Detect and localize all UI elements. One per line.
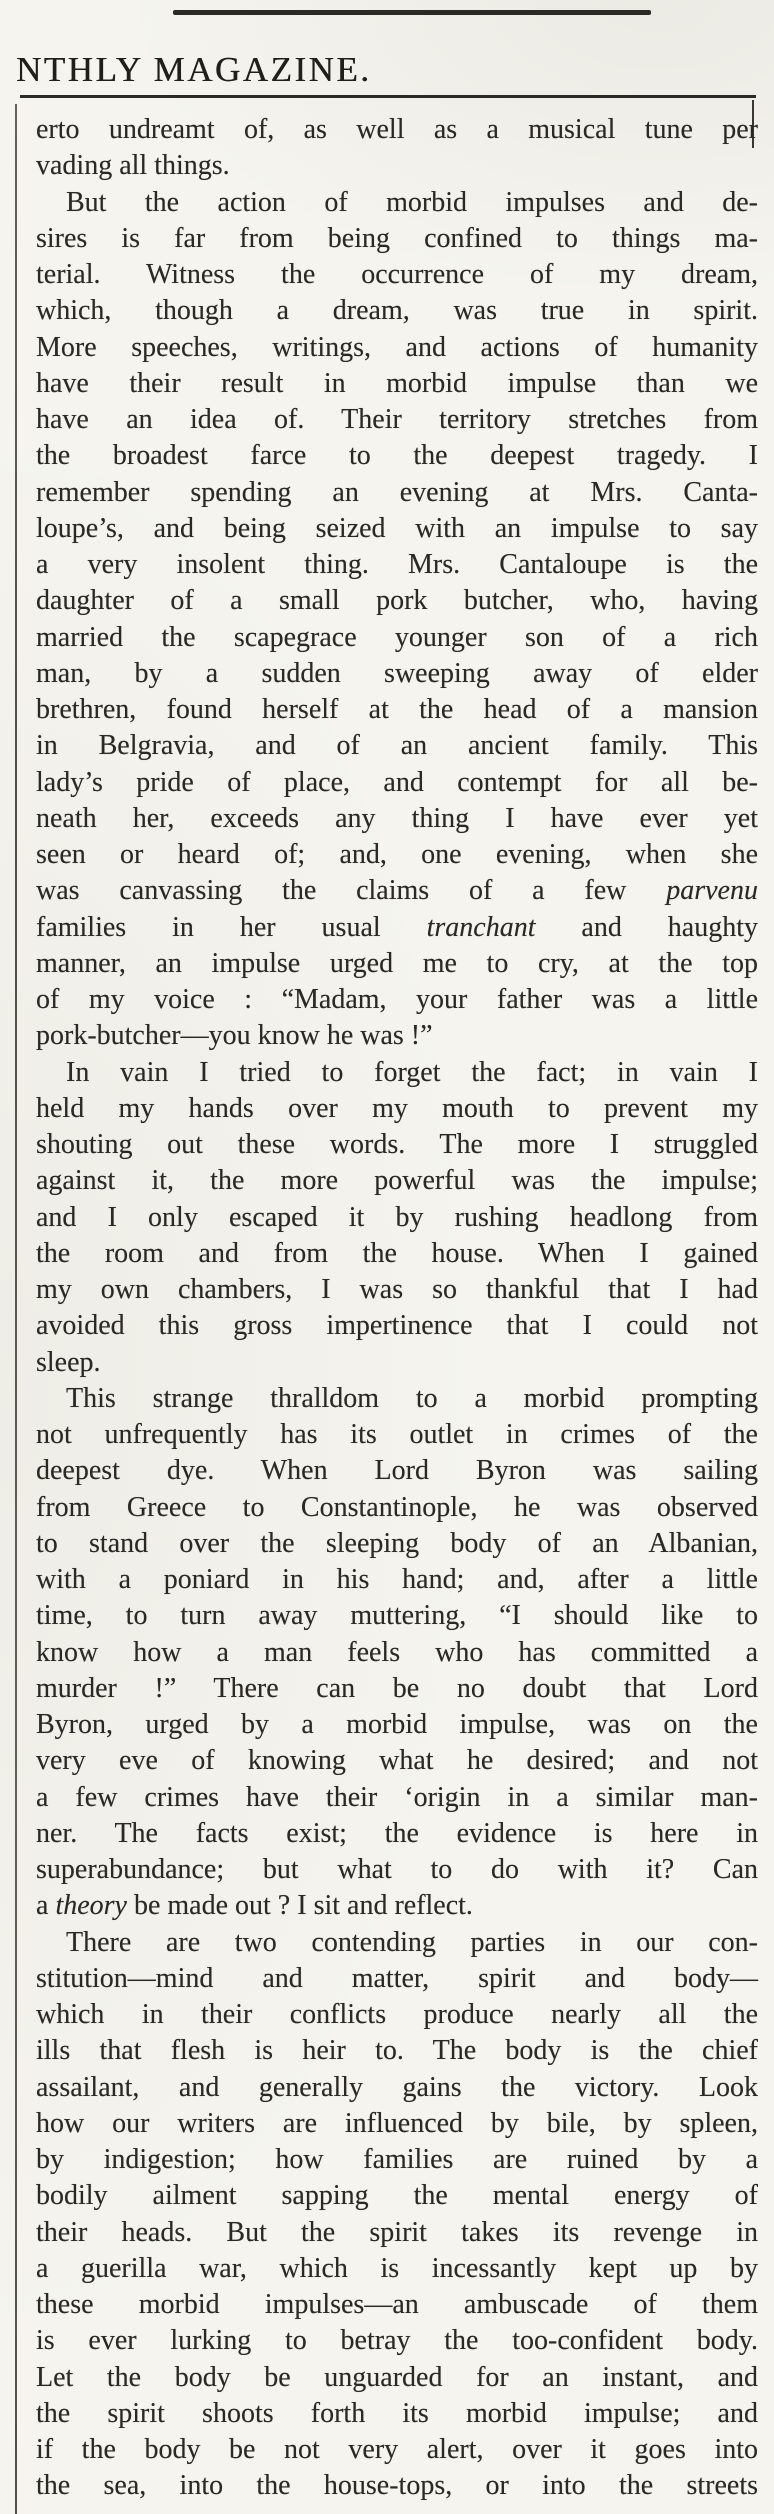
text-line: the sea, into the house-tops, or into the streets xyxy=(36,2470,758,2502)
text-line: avoided this gross impertinence that I could not xyxy=(36,1310,758,1342)
masthead-rule xyxy=(20,95,756,98)
text-line: ills that flesh is heir to. The body is the chief xyxy=(36,2035,758,2067)
article-body xyxy=(36,112,758,2505)
text-line: sleep. xyxy=(36,1346,101,1378)
text-line: with a poniard in his hand; and, after a little xyxy=(36,1564,758,1595)
text-line: ner. The facts exist; the evidence is here in xyxy=(36,1817,758,1849)
text-line: have their result in morbid impulse than we xyxy=(36,367,758,399)
text-line: vading all things. xyxy=(36,150,230,182)
text-line: assailant, and generally gains the victory. Look xyxy=(36,2071,758,2103)
text-line: a very insolent thing. Mrs. Cantaloupe is the xyxy=(36,549,758,580)
text-line: remember spending an evening at Mrs. Canta- xyxy=(36,476,758,508)
text-line: which in their conflicts produce nearly all the xyxy=(36,1999,758,2030)
text-line: daughter of a small pork butcher, who, having xyxy=(36,585,758,617)
text-line: their heads. But the spirit takes its revenge in xyxy=(36,2216,758,2248)
text-line: know how a man feels who has committed a xyxy=(36,1636,758,1668)
text-line: how our writers are influenced by bile, by spleen, xyxy=(36,2107,758,2139)
left-column-rule xyxy=(15,104,17,2514)
text-line: loupe’s, and being seized with an impulse to say xyxy=(36,512,758,544)
text-line: my own chambers, I was so thankful that I had xyxy=(36,1274,758,1305)
text-line: which, though a dream, was true in spirit. xyxy=(36,295,758,327)
paragraph xyxy=(36,185,758,1055)
text-line: In vain I tried to forget the fact; in vain I xyxy=(66,1056,758,1088)
top-partial-rule xyxy=(173,10,651,15)
text-line: lady’s pride of place, and contempt for all be- xyxy=(36,766,758,798)
text-line: But the action of morbid impulses and de- xyxy=(66,186,758,218)
text-line: Let the body be unguarded for an instant, and xyxy=(36,2361,758,2393)
text-line: terial. Witness the occurrence of my dream, xyxy=(36,259,758,290)
text-line: man, by a sudden sweeping away of elder xyxy=(36,657,758,689)
text-line: was canvassing the claims of a few parvenu xyxy=(36,875,758,907)
text-line: murder !” There can be no doubt that Lord xyxy=(36,1672,758,1704)
text-line: married the scapegrace younger son of a rich xyxy=(36,621,758,653)
text-line: very eve of knowing what he desired; and not xyxy=(36,1745,758,1777)
text-line: time, to turn away muttering, “I should like to xyxy=(36,1600,758,1632)
text-line: families in her usual tranchant and haughty xyxy=(36,911,758,943)
paragraph xyxy=(36,1381,758,1925)
text-line: the broadest farce to the deepest tragedy. I xyxy=(36,440,758,472)
text-line: There are two contending parties in our con- xyxy=(66,1926,758,1958)
text-line: Byron, urged by a morbid impulse, was on the xyxy=(36,1709,758,1740)
text-line: and I only escaped it by rushing headlong from xyxy=(36,1201,758,1233)
text-line: deepest dye. When Lord Byron was sailing xyxy=(36,1455,758,1487)
text-line: is ever lurking to betray the too-confident body. xyxy=(36,2325,758,2357)
text-line: of my voice : “Madam, your father was a little xyxy=(36,984,758,1015)
paragraph xyxy=(36,112,758,185)
text-line: This strange thralldom to a morbid prompting xyxy=(66,1382,758,1414)
paragraph xyxy=(36,1925,758,2505)
text-line: a few crimes have their ‘origin in a similar man- xyxy=(36,1781,758,1813)
masthead-title: NTHLY MAGAZINE. xyxy=(16,50,372,89)
text-line: bodily ailment sapping the mental energy of xyxy=(36,2180,758,2212)
text-line: not unfrequently has its outlet in crimes of the xyxy=(36,1419,758,1450)
text-line: sires is far from being confined to things ma- xyxy=(36,222,758,254)
text-line: seen or heard of; and, one evening, when she xyxy=(36,839,758,870)
text-line: held my hands over my mouth to prevent my xyxy=(36,1092,758,1124)
text-line: shouting out these words. The more I struggled xyxy=(36,1129,758,1160)
text-line: have an idea of. Their territory stretches from xyxy=(36,404,758,435)
text-line: a theory be made out ? I sit and reflect. xyxy=(36,1890,473,1922)
text-line: by indigestion; how families are ruined by a xyxy=(36,2144,758,2175)
text-line: superabundance; but what to do with it? Can xyxy=(36,1854,758,1885)
text-line: if the body be not very alert, over it goes into xyxy=(36,2434,758,2465)
text-line: neath her, exceeds any thing I have ever yet xyxy=(36,802,758,834)
text-line: manner, an impulse urged me to cry, at the top xyxy=(36,947,758,979)
text-line: the room and from the house. When I gained xyxy=(36,1237,758,1269)
text-line: a guerilla war, which is incessantly kept up by xyxy=(36,2252,758,2284)
paragraph xyxy=(36,1055,758,1381)
text-line: erto undreamt of, as well as a musical tune per xyxy=(36,114,758,145)
text-line: stitution—mind and matter, spirit and body— xyxy=(36,1962,758,1994)
text-line: the spirit shoots forth its morbid impulse; and xyxy=(36,2397,758,2429)
text-line: against it, the more powerful was the impulse; xyxy=(36,1165,758,1197)
text-line: these morbid impulses—an ambuscade of them xyxy=(36,2289,758,2320)
text-line: More speeches, writings, and actions of humanity xyxy=(36,331,758,363)
text-line: in Belgravia, and of an ancient family. This xyxy=(36,730,758,762)
text-line: from Greece to Constantinople, he was observed xyxy=(36,1491,758,1523)
text-line: to stand over the sleeping body of an Albanian, xyxy=(36,1527,758,1559)
text-line: pork-butcher—you know he was !” xyxy=(36,1020,433,1052)
text-line: brethren, found herself at the head of a mansion xyxy=(36,694,758,725)
